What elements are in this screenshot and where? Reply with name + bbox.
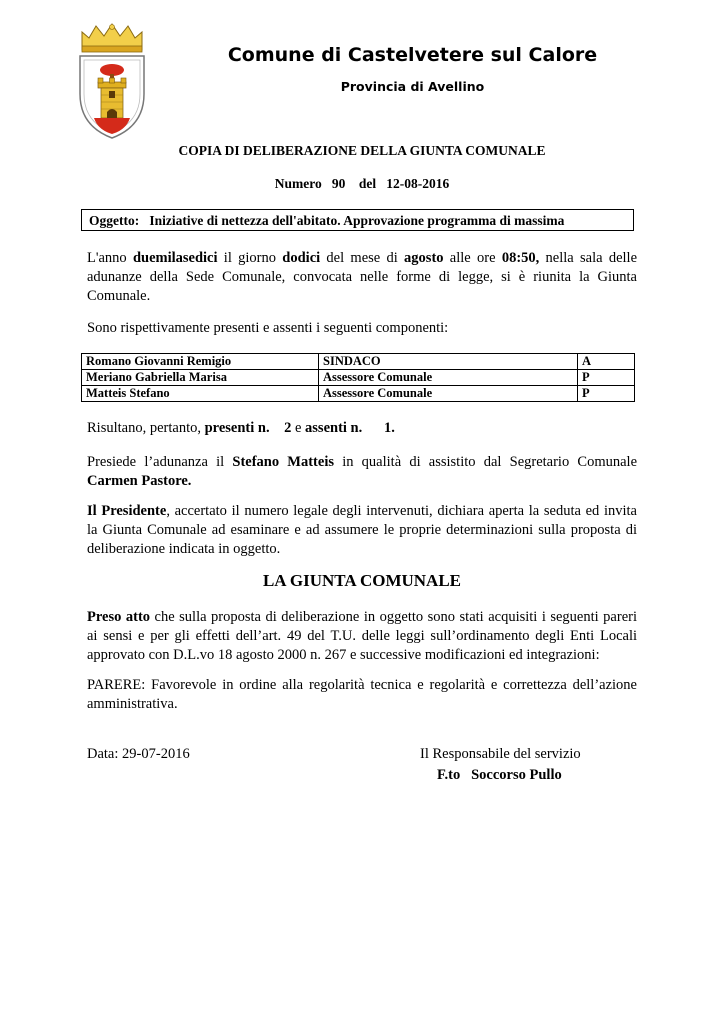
table-row xyxy=(82,354,635,370)
member-name: Matteis Stefano xyxy=(82,386,319,402)
present-count: 2 xyxy=(284,420,292,436)
section-heading: LA GIUNTA COMUNALE xyxy=(262,571,462,590)
coat-of-arms-icon xyxy=(74,22,150,140)
intro-month: agosto xyxy=(404,250,444,266)
subject-label: Oggetto: xyxy=(89,213,140,228)
member-status: P xyxy=(578,370,635,386)
president-name: Stefano Matteis xyxy=(232,454,334,470)
intro-text: alle ore xyxy=(443,250,502,266)
document-title: COPIA DI DELIBERAZIONE DELLA GIUNTA COMUNALE xyxy=(178,143,546,158)
president-text: , accertato il numero legale degli intervenuti, dichiara aperta la seduta ed invita la Giunta Comunale ad esaminare e ad assumere le proprie determinazioni sulla proposta di deliberazione indicata in oggetto. xyxy=(87,503,637,557)
deliberation-number-line xyxy=(0,176,724,192)
attendance-line xyxy=(87,419,637,438)
date-label: del xyxy=(358,176,377,191)
subject-text: Iniziative di nettezza dell'abitato. Approvazione programma di massima xyxy=(149,213,565,228)
member-name: Romano Giovanni Remigio xyxy=(82,354,319,370)
members-intro: Sono rispettivamente presenti e assenti i seguenti componenti: xyxy=(87,320,449,336)
preso-atto-text: che sulla proposta di deliberazione in oggetto sono stati acquisiti i seguenti pareri ai sensi e per gli effetti dell’art. 49 del T.U. delle leggi sull’ordinamento degli Enti Locali approvato con D.L.vo 18 agosto 2000 n. 267 e successive modificazioni ed integrazioni: xyxy=(87,609,637,663)
chair-paragraph xyxy=(87,453,637,491)
subject-box xyxy=(81,209,634,231)
table-row xyxy=(82,386,635,402)
municipality-name: Comune di Castelvetere sul Calore xyxy=(227,44,598,66)
member-role: SINDACO xyxy=(319,354,578,370)
signature-line xyxy=(437,767,562,784)
member-status: A xyxy=(578,354,635,370)
intro-year: duemilasedici xyxy=(132,250,218,266)
chair-text: Presiede l’adunanza il xyxy=(87,454,233,470)
table-row xyxy=(82,370,635,386)
member-status: P xyxy=(578,386,635,402)
deliberation-number: 90 xyxy=(331,176,346,191)
intro-text: nella sala delle adunanze della Sede Comunale, convocata nelle forme di legge, si è riunita la Giunta Comunale. xyxy=(87,250,638,304)
signatory-name: Soccorso Pullo xyxy=(471,767,562,783)
province-name: Provincia di Avellino xyxy=(340,79,485,94)
footer-date-label: Data: xyxy=(87,746,119,762)
footer-date xyxy=(87,746,190,763)
deliberation-date: 12-08-2016 xyxy=(386,176,450,191)
member-name: Meriano Gabriella Marisa xyxy=(82,370,319,386)
intro-text: il giorno xyxy=(217,250,283,266)
intro-text: del mese di xyxy=(320,250,405,266)
parere-paragraph: PARERE: Favorevole in ordine alla regolarità tecnica e regolarità e correttezza dell’azione amministrativa. xyxy=(87,677,637,712)
attendance-text: Risultano, pertanto, xyxy=(87,420,205,436)
members-table xyxy=(81,353,635,402)
absent-count: 1. xyxy=(384,420,395,436)
number-label: Numero xyxy=(274,176,322,191)
present-label: presenti n. xyxy=(204,420,270,436)
footer-date-value: 29-07-2016 xyxy=(122,746,190,762)
preso-atto-paragraph xyxy=(87,608,637,665)
absent-label: assenti n. xyxy=(305,420,363,436)
president-label: Il Presidente xyxy=(87,503,167,519)
chair-text: in qualità di assistito dal Segretario Comunale xyxy=(334,454,638,470)
member-role: Assessore Comunale xyxy=(319,386,578,402)
president-paragraph xyxy=(87,502,637,559)
member-role: Assessore Comunale xyxy=(319,370,578,386)
intro-day: dodici xyxy=(282,250,321,266)
responsible-title: Il Responsabile del servizio xyxy=(420,746,581,762)
secretary-name: Carmen Pastore. xyxy=(87,473,192,489)
intro-text: L'anno xyxy=(87,250,133,266)
intro-time: 08:50, xyxy=(501,250,540,266)
attendance-text: e xyxy=(291,420,306,436)
signed-prefix: F.to xyxy=(437,767,461,783)
intro-paragraph xyxy=(87,249,637,306)
preso-atto-label: Preso atto xyxy=(87,609,151,625)
